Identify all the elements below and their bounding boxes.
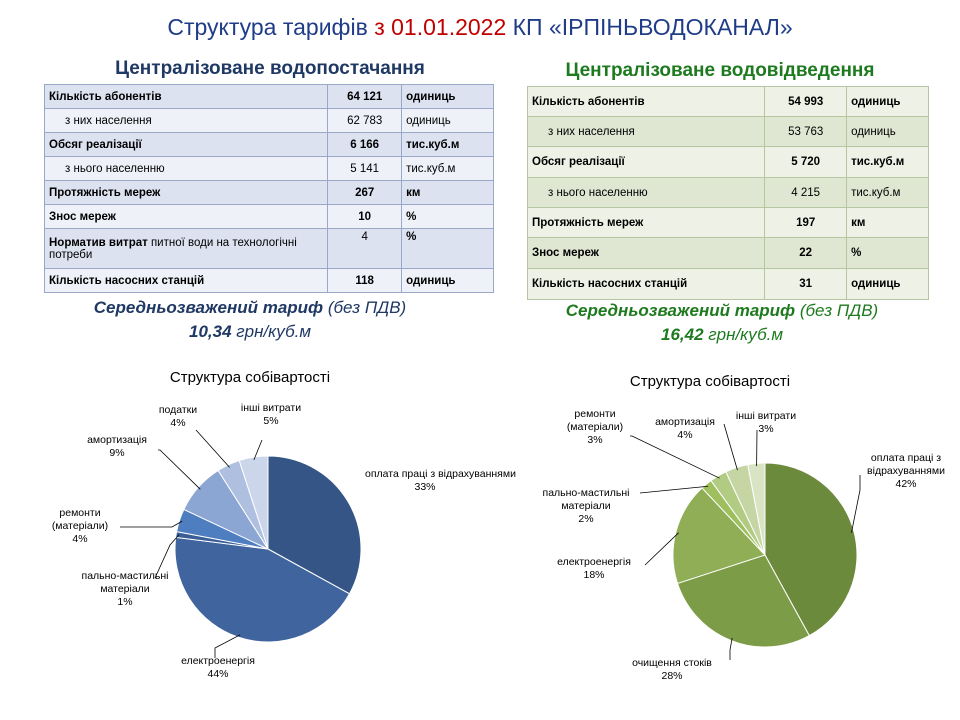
row-unit: тис.куб.м xyxy=(402,133,494,157)
row-label: Норматив витрат питної води на технологічні потреби xyxy=(45,229,328,269)
pie2-label-treatment: очищення стоків 28% xyxy=(632,657,712,682)
sewer-tariff-note: (без ПДВ) xyxy=(795,301,879,320)
row-label: Знос мереж xyxy=(45,205,328,229)
row-unit: % xyxy=(402,205,494,229)
row-value: 267 xyxy=(328,181,402,205)
sewer-tariff-value: 16,42 xyxy=(660,325,704,344)
row-label: з нього населенню xyxy=(45,157,328,181)
row-unit: одиниць xyxy=(402,85,494,109)
title-date: з 01.01.2022 xyxy=(374,14,513,40)
row-unit: км xyxy=(402,181,494,205)
pie1-label-amort: амортизація 9% xyxy=(87,434,147,459)
pie2-label-repairs: ремонти (матеріали) 3% xyxy=(566,408,624,446)
row-unit: одиниць xyxy=(847,87,929,117)
row-value: 64 121 xyxy=(328,85,402,109)
row-label: з них населення xyxy=(45,109,328,133)
row-label: Обсяг реалізації xyxy=(45,133,328,157)
pie1-label-electricity: електроенергія 44% xyxy=(181,655,255,680)
row-value: 197 xyxy=(765,208,847,238)
pie2-label-amort: амортизація 4% xyxy=(655,416,715,441)
row-unit: % xyxy=(847,238,929,269)
pie-title-sewer: Структура собівартості xyxy=(629,373,791,390)
row-value: 10 xyxy=(328,205,402,229)
row-value: 5 141 xyxy=(328,157,402,181)
row-label: з них населення xyxy=(528,117,765,147)
row-label: Протяжність мереж xyxy=(45,181,328,205)
pie-title-water: Структура собівартості xyxy=(169,369,331,386)
water-tariff-unit: грн/куб.м xyxy=(231,322,312,341)
row-label: Знос мереж xyxy=(528,238,765,269)
row-value: 53 763 xyxy=(765,117,847,147)
pie2-leader-4 xyxy=(630,436,720,478)
row-unit: % xyxy=(402,229,494,269)
sewer-tariff-unit: грн/куб.м xyxy=(703,325,784,344)
pie1-label-salary: оплата праці з відрахуваннями 33% xyxy=(365,468,516,493)
row-unit: одиниць xyxy=(847,269,929,300)
pie2-label-salary: оплата праці з відрахуваннями 42% xyxy=(867,452,945,490)
pie1-leader-5 xyxy=(196,430,230,467)
row-value: 5 720 xyxy=(765,147,847,178)
pie1-leader-3 xyxy=(120,521,182,527)
pie1-label-taxes: податки 4% xyxy=(158,404,198,429)
row-value: 4 215 xyxy=(765,178,847,208)
pie2-label-fuel: пально-мастильні матеріали 2% xyxy=(542,487,630,525)
water-tariff-value: 10,34 xyxy=(188,322,232,341)
row-label: Кількість насосних станцій xyxy=(528,269,765,300)
row-unit: тис.куб.м xyxy=(847,147,929,178)
pie1-label-other: інші витрати 5% xyxy=(240,402,302,427)
title-part1: Структура тарифів xyxy=(167,14,375,40)
water-tariff-label: Середньозважений тариф xyxy=(93,298,324,317)
pie1-label-fuel: пально-мастильні матеріали 1% xyxy=(81,570,169,608)
water-heading: Централізоване водопостачання xyxy=(115,58,425,79)
pie1-label-repairs: ремонти (матеріали) 4% xyxy=(51,507,109,545)
row-unit: км xyxy=(847,208,929,238)
row-value: 62 783 xyxy=(328,109,402,133)
row-unit: тис.куб.м xyxy=(402,157,494,181)
sewer-tariff-label: Середньозважений тариф xyxy=(565,301,796,320)
row-label: з нього населенню xyxy=(528,178,765,208)
row-unit: одиниць xyxy=(402,109,494,133)
row-value: 4 xyxy=(328,229,402,269)
row-label: Кількість абонентів xyxy=(45,85,328,109)
row-value: 31 xyxy=(765,269,847,300)
row-value: 118 xyxy=(328,269,402,293)
row-value: 54 993 xyxy=(765,87,847,117)
title-company: КП «ІРПІНЬВОДОКАНАЛ» xyxy=(512,14,793,40)
row-label: Обсяг реалізації xyxy=(528,147,765,178)
row-unit: одиниць xyxy=(847,117,929,147)
pie2-label-other: інші витрати 3% xyxy=(735,410,797,435)
sewer-heading: Централізоване водовідведення xyxy=(565,60,875,81)
row-label: Кількість абонентів xyxy=(528,87,765,117)
row-value: 22 xyxy=(765,238,847,269)
pie2-label-electricity: електроенергія 18% xyxy=(557,556,631,581)
row-unit: одиниць xyxy=(402,269,494,293)
row-label: Протяжність мереж xyxy=(528,208,765,238)
row-unit: тис.куб.м xyxy=(847,178,929,208)
pie1-leader-4 xyxy=(158,450,200,489)
row-label: Кількість насосних станцій xyxy=(45,269,328,293)
row-value: 6 166 xyxy=(328,133,402,157)
water-tariff-note: (без ПДВ) xyxy=(323,298,407,317)
